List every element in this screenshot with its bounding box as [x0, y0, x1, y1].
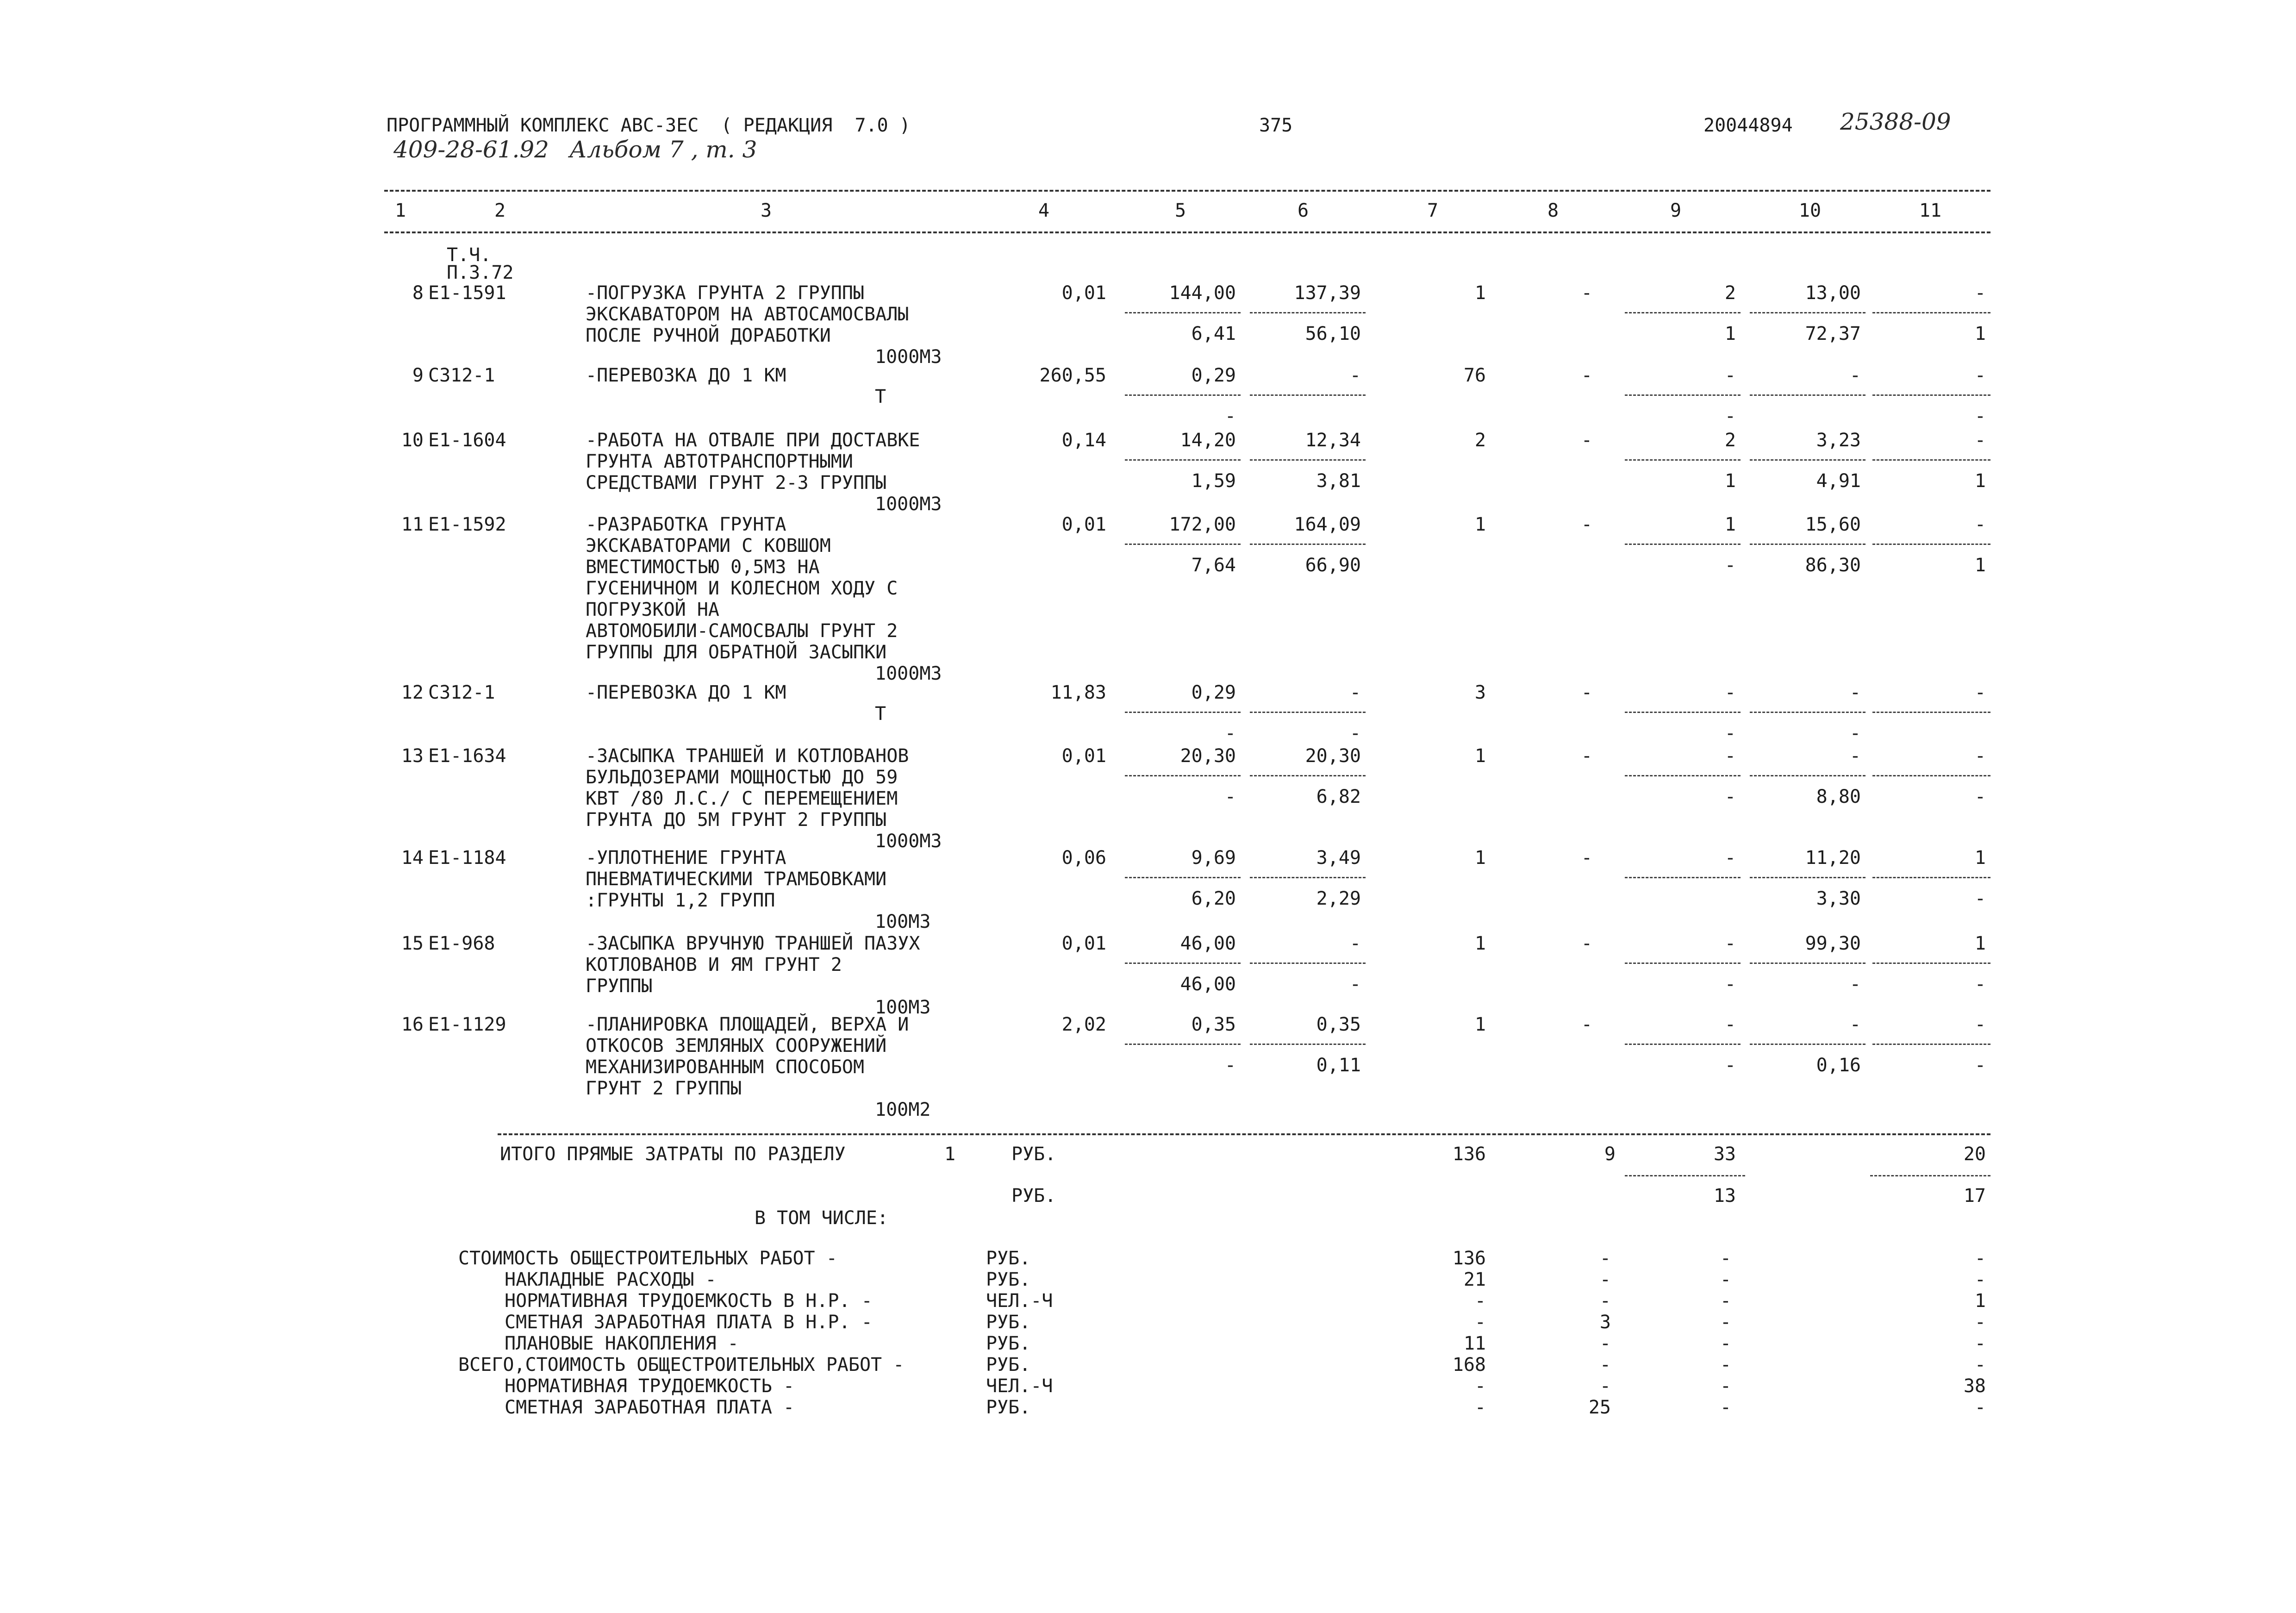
total-unit: РУБ.	[1011, 1144, 1056, 1165]
row-col10: -	[1849, 745, 1861, 767]
summary-col7: 136	[1452, 1248, 1486, 1269]
row-description-line: ОТКОСОВ ЗЕМЛЯНЫХ СООРУЖЕНИЙ	[586, 1035, 887, 1057]
row-col10: 15,60	[1805, 514, 1861, 535]
total-col11: 20	[1963, 1144, 1986, 1165]
summary-col8: -	[1599, 1354, 1611, 1375]
summary-col8: -	[1599, 1333, 1611, 1354]
row-description-line: ПОГРУЗКОЙ НА	[586, 599, 719, 620]
row-col6-bottom: 2,29	[1316, 888, 1361, 909]
summary-label: СТОИМОСТЬ ОБЩЕСТРОИТЕЛЬНЫХ РАБОТ -	[458, 1248, 837, 1269]
row-col10-bottom: 0,16	[1816, 1055, 1861, 1076]
row-col11-bottom: -	[1974, 974, 1986, 995]
row-col6: -	[1349, 682, 1361, 703]
total-section: 1	[944, 1144, 956, 1165]
summary-col11: -	[1974, 1354, 1986, 1375]
total-separator	[1625, 1175, 1745, 1176]
summary-unit: РУБ.	[986, 1354, 1031, 1375]
row-col5-bottom: 46,00	[1180, 974, 1236, 995]
row-col7: 1	[1474, 514, 1486, 535]
row-description-line: ГУСЕНИЧНОМ И КОЛЕСНОМ ХОДУ С	[586, 578, 898, 599]
row-col9-bottom: 1	[1724, 470, 1736, 492]
row-col9-bottom: -	[1724, 1055, 1736, 1076]
summary-label: НАКЛАДНЫЕ РАСХОДЫ -	[505, 1269, 717, 1290]
row-col6: 20,30	[1305, 745, 1361, 767]
column-number: 5	[1174, 200, 1186, 221]
row-col8: -	[1581, 847, 1592, 869]
value-separator	[1625, 877, 1741, 878]
row-col10-bottom: 4,91	[1816, 470, 1861, 492]
row-number: 9	[412, 365, 424, 386]
column-number: 7	[1427, 200, 1439, 221]
row-col10-bottom: 72,37	[1805, 323, 1861, 344]
row-description-line: -ПЕРЕВОЗКА ДО 1 КМ	[586, 365, 786, 386]
row-col9-bottom: -	[1724, 974, 1736, 995]
summary-col7: -	[1474, 1375, 1486, 1397]
value-separator	[1872, 459, 1990, 461]
row-col7: 1	[1474, 933, 1486, 954]
summary-col9: -	[1720, 1333, 1731, 1354]
total-col9: 33	[1713, 1144, 1736, 1165]
row-col10-bottom: -	[1849, 723, 1861, 744]
row-col5-bottom: -	[1224, 723, 1236, 744]
row-description-line: МЕХАНИЗИРОВАННЫМ СПОСОБОМ	[586, 1057, 865, 1078]
row-col5: 0,35	[1191, 1014, 1236, 1035]
handwritten-code: 25388-09	[1840, 108, 1951, 135]
row-col6: -	[1349, 365, 1361, 386]
value-separator	[1250, 1044, 1366, 1045]
row-col6-bottom: 0,11	[1316, 1055, 1361, 1076]
value-separator	[1750, 544, 1866, 545]
summary-col9: -	[1720, 1375, 1731, 1397]
row-col6: 3,49	[1316, 847, 1361, 869]
total-col7: 136	[1452, 1144, 1486, 1165]
total-separator	[1870, 1175, 1990, 1176]
row-col7: 2	[1474, 430, 1486, 451]
row-code: Е1-1604	[428, 430, 506, 451]
summary-unit: РУБ.	[986, 1312, 1031, 1333]
row-description-line: ЭКСКАВАТОРОМ НА АВТОСАМОСВАЛЫ	[586, 304, 909, 325]
row-description-line: -ПЕРЕВОЗКА ДО 1 КМ	[586, 682, 786, 703]
summary-unit: РУБ.	[986, 1248, 1031, 1269]
row-description-line: ГРУНТА АВТОТРАНСПОРТНЫМИ	[586, 451, 853, 472]
row-col9: -	[1724, 1014, 1736, 1035]
row-col9: 1	[1724, 514, 1736, 535]
summary-label: ПЛАНОВЫЕ НАКОПЛЕНИЯ -	[505, 1333, 739, 1354]
value-separator	[1125, 775, 1241, 776]
row-col6-bottom: 3,81	[1316, 470, 1361, 492]
value-separator	[1125, 963, 1241, 964]
summary-col7: -	[1474, 1290, 1486, 1312]
row-unit: 1000М3	[875, 831, 942, 852]
row-number: 16	[401, 1014, 424, 1035]
summary-col11: -	[1974, 1269, 1986, 1290]
row-col11: -	[1974, 745, 1986, 767]
column-number: 2	[494, 200, 506, 221]
row-col5: 9,69	[1191, 847, 1236, 869]
value-separator	[1625, 312, 1741, 313]
row-col10-bottom: 3,30	[1816, 888, 1861, 909]
value-separator	[1250, 775, 1366, 776]
summary-col11: 1	[1974, 1290, 1986, 1312]
handwritten-project: 409-28-61.92	[393, 136, 549, 163]
summary-label: СМЕТНАЯ ЗАРАБОТНАЯ ПЛАТА -	[505, 1397, 795, 1418]
row-description-line: ВМЕСТИМОСТЬЮ 0,5М3 НА	[586, 556, 820, 578]
header-rule-top	[384, 190, 1990, 192]
summary-col11: 38	[1963, 1375, 1986, 1397]
row-col9: -	[1724, 933, 1736, 954]
row-col8: -	[1581, 1014, 1592, 1035]
row-col6: 164,09	[1294, 514, 1361, 535]
summary-col8: -	[1599, 1248, 1611, 1269]
total-col8: 9	[1604, 1144, 1616, 1165]
summary-col7: -	[1474, 1397, 1486, 1418]
row-col5: 0,29	[1191, 682, 1236, 703]
value-separator	[1250, 544, 1366, 545]
row-unit: 100М2	[875, 1099, 931, 1120]
row-col9-bottom: -	[1724, 786, 1736, 807]
summary-label: СМЕТНАЯ ЗАРАБОТНАЯ ПЛАТА В Н.Р. -	[505, 1312, 873, 1333]
row-code: Е1-968	[428, 933, 495, 954]
row-col7: 1	[1474, 847, 1486, 869]
row-col6-bottom: -	[1349, 723, 1361, 744]
row-code: С312-1	[428, 682, 495, 703]
row-col5-bottom: -	[1224, 406, 1236, 427]
value-separator	[1125, 459, 1241, 461]
row-col11: -	[1974, 282, 1986, 304]
summary-col9: -	[1720, 1397, 1731, 1418]
summary-col11: -	[1974, 1312, 1986, 1333]
row-col5-bottom: 7,64	[1191, 555, 1236, 576]
row-col9: -	[1724, 365, 1736, 386]
value-separator	[1625, 459, 1741, 461]
row-description-line: ГРУНТА ДО 5М ГРУНТ 2 ГРУППЫ	[586, 809, 887, 831]
row-col7: 76	[1463, 365, 1486, 386]
including-label: В ТОМ ЧИСЛЕ:	[755, 1207, 888, 1229]
row-number: 15	[401, 933, 424, 954]
row-description-line: -ПЛАНИРОВКА ПЛОЩАДЕЙ, ВЕРХА И	[586, 1014, 909, 1035]
row-col8: -	[1581, 430, 1592, 451]
row-description-line: -ПОГРУЗКА ГРУНТА 2 ГРУППЫ	[586, 282, 865, 304]
row-col10: 13,00	[1805, 282, 1861, 304]
row-quantity: 11,83	[1050, 682, 1106, 703]
row-col11: -	[1974, 365, 1986, 386]
row-description-line: -ЗАСЫПКА ТРАНШЕЙ И КОТЛОВАНОВ	[586, 745, 909, 767]
row-col9: -	[1724, 847, 1736, 869]
value-separator	[1250, 963, 1366, 964]
row-col8: -	[1581, 365, 1592, 386]
row-col9-bottom: 1	[1724, 323, 1736, 344]
value-separator	[1872, 877, 1990, 878]
value-separator	[1625, 775, 1741, 776]
value-separator	[1250, 877, 1366, 878]
row-quantity: 0,01	[1061, 745, 1106, 767]
row-col10-bottom: 8,80	[1816, 786, 1861, 807]
row-col6: 137,39	[1294, 282, 1361, 304]
summary-col7: 21	[1463, 1269, 1486, 1290]
column-number: 10	[1798, 200, 1822, 221]
row-col8: -	[1581, 514, 1592, 535]
summary-col7: 11	[1463, 1333, 1486, 1354]
row-description-line: ГРУНТ 2 ГРУППЫ	[586, 1078, 742, 1099]
value-separator	[1625, 963, 1741, 964]
value-separator	[1750, 459, 1866, 461]
row-col9: 2	[1724, 282, 1736, 304]
summary-col9: -	[1720, 1290, 1731, 1312]
row-col6-bottom: 6,82	[1316, 786, 1361, 807]
row-col10: 3,23	[1816, 430, 1861, 451]
row-col6-bottom: 66,90	[1305, 555, 1361, 576]
row-col5-bottom: 1,59	[1191, 470, 1236, 492]
value-separator	[1125, 544, 1241, 545]
row-col10: -	[1849, 365, 1861, 386]
row-number: 8	[412, 282, 424, 304]
summary-unit: ЧЕЛ.-Ч	[986, 1290, 1053, 1312]
row-col5-bottom: 6,20	[1191, 888, 1236, 909]
row-description-line: ГРУППЫ ДЛЯ ОБРАТНОЙ ЗАСЫПКИ	[586, 642, 887, 663]
summary-col9: -	[1720, 1354, 1731, 1375]
column-number: 6	[1297, 200, 1309, 221]
row-unit: 1000М3	[875, 346, 942, 368]
row-col10: 99,30	[1805, 933, 1861, 954]
row-description-line: АВТОМОБИЛИ-САМОСВАЛЫ ГРУНТ 2	[586, 620, 898, 642]
row-col10-bottom: 86,30	[1805, 555, 1861, 576]
summary-label: НОРМАТИВНАЯ ТРУДОЕМКОСТЬ -	[505, 1375, 795, 1397]
row-description-line: КОТЛОВАНОВ И ЯМ ГРУНТ 2	[586, 954, 842, 975]
value-separator	[1125, 877, 1241, 878]
row-col10: -	[1849, 1014, 1861, 1035]
row-description-line: ГРУППЫ	[586, 975, 653, 997]
row-col9: -	[1724, 682, 1736, 703]
value-separator	[1750, 394, 1866, 396]
row-col11-bottom: -	[1974, 786, 1986, 807]
column-number: 11	[1919, 200, 1942, 221]
value-separator	[1625, 544, 1741, 545]
section-note: Т.Ч.	[447, 244, 492, 266]
row-col6-bottom: -	[1349, 974, 1361, 995]
row-col7: 1	[1474, 282, 1486, 304]
row-col8: -	[1581, 282, 1592, 304]
row-col6-bottom: 56,10	[1305, 323, 1361, 344]
row-col11-bottom: 1	[1974, 323, 1986, 344]
document-code: 20044894	[1703, 115, 1793, 136]
summary-col8: -	[1599, 1290, 1611, 1312]
row-col11: -	[1974, 682, 1986, 703]
value-separator	[1750, 963, 1866, 964]
row-quantity: 0,14	[1061, 430, 1106, 451]
row-code: С312-1	[428, 365, 495, 386]
row-col11-bottom: -	[1974, 1055, 1986, 1076]
summary-col8: -	[1599, 1269, 1611, 1290]
value-separator	[1872, 1044, 1990, 1045]
row-quantity: 0,06	[1061, 847, 1106, 869]
row-number: 10	[401, 430, 424, 451]
value-separator	[1625, 712, 1741, 713]
value-separator	[1750, 712, 1866, 713]
row-col11-bottom: -	[1974, 888, 1986, 909]
row-description-line: -РАБОТА НА ОТВАЛЕ ПРИ ДОСТАВКЕ	[586, 430, 920, 451]
row-col11: 1	[1974, 847, 1986, 869]
column-number: 1	[394, 200, 406, 221]
total-rule	[498, 1133, 1990, 1135]
value-separator	[1750, 775, 1866, 776]
value-separator	[1250, 312, 1366, 313]
value-separator	[1872, 712, 1990, 713]
row-col5: 20,30	[1180, 745, 1236, 767]
summary-label: НОРМАТИВНАЯ ТРУДОЕМКОСТЬ В Н.Р. -	[505, 1290, 873, 1312]
total-col9-bottom: 13	[1713, 1185, 1736, 1207]
row-unit: 100М3	[875, 911, 931, 932]
summary-col9: -	[1720, 1312, 1731, 1333]
row-description-line: -ЗАСЫПКА ВРУЧНУЮ ТРАНШЕЙ ПАЗУХ	[586, 933, 920, 954]
row-col9-bottom: -	[1724, 406, 1736, 427]
row-code: Е1-1184	[428, 847, 506, 869]
summary-unit: РУБ.	[986, 1269, 1031, 1290]
row-quantity: 0,01	[1061, 282, 1106, 304]
row-col11: -	[1974, 430, 1986, 451]
row-col5-bottom: -	[1224, 1055, 1236, 1076]
row-col5: 14,20	[1180, 430, 1236, 451]
value-separator	[1250, 394, 1366, 396]
row-col8: -	[1581, 933, 1592, 954]
row-col6: 0,35	[1316, 1014, 1361, 1035]
row-unit: 1000М3	[875, 663, 942, 684]
total-unit: РУБ.	[1011, 1185, 1056, 1207]
row-description-line: КВТ /80 Л.С./ С ПЕРЕМЕЩЕНИЕМ	[586, 788, 898, 809]
row-col8: -	[1581, 682, 1592, 703]
value-separator	[1125, 712, 1241, 713]
value-separator	[1250, 712, 1366, 713]
page-number: 375	[1259, 115, 1293, 136]
summary-unit: РУБ.	[986, 1397, 1031, 1418]
row-quantity: 0,01	[1061, 933, 1106, 954]
value-separator	[1125, 394, 1241, 396]
summary-col7: 168	[1452, 1354, 1486, 1375]
summary-col11: -	[1974, 1248, 1986, 1269]
value-separator	[1750, 877, 1866, 878]
row-col6: -	[1349, 933, 1361, 954]
row-col7: 1	[1474, 745, 1486, 767]
row-unit: Т	[875, 703, 886, 725]
row-col9-bottom: -	[1724, 723, 1736, 744]
summary-col7: -	[1474, 1312, 1486, 1333]
column-number: 8	[1547, 200, 1559, 221]
row-col9: 2	[1724, 430, 1736, 451]
summary-col9: -	[1720, 1269, 1731, 1290]
row-unit: 100М3	[875, 997, 931, 1018]
row-description-line: :ГРУНТЫ 1,2 ГРУПП	[586, 890, 775, 911]
row-col5: 0,29	[1191, 365, 1236, 386]
row-col5: 172,00	[1169, 514, 1236, 535]
value-separator	[1872, 544, 1990, 545]
row-description-line: -УПЛОТНЕНИЕ ГРУНТА	[586, 847, 786, 869]
value-separator	[1625, 394, 1741, 396]
row-code: Е1-1592	[428, 514, 506, 535]
row-col11: -	[1974, 514, 1986, 535]
row-quantity: 0,01	[1061, 514, 1106, 535]
header-rule-bottom	[384, 231, 1990, 233]
row-quantity: 260,55	[1039, 365, 1106, 386]
row-col11: -	[1974, 1014, 1986, 1035]
summary-col9: -	[1720, 1248, 1731, 1269]
row-col5-bottom: -	[1224, 786, 1236, 807]
value-separator	[1872, 394, 1990, 396]
value-separator	[1750, 1044, 1866, 1045]
value-separator	[1125, 312, 1241, 313]
summary-unit: ЧЕЛ.-Ч	[986, 1375, 1053, 1397]
row-number: 14	[401, 847, 424, 869]
total-col11-bottom: 17	[1963, 1185, 1986, 1207]
row-col6: 12,34	[1305, 430, 1361, 451]
row-unit: Т	[875, 386, 886, 407]
row-col10: 11,20	[1805, 847, 1861, 869]
row-description-line: -РАЗРАБОТКА ГРУНТА	[586, 514, 786, 535]
row-col5: 46,00	[1180, 933, 1236, 954]
column-number: 4	[1038, 200, 1050, 221]
row-col8: -	[1581, 745, 1592, 767]
row-code: Е1-1129	[428, 1014, 506, 1035]
row-description-line: БУЛЬДОЗЕРАМИ МОЩНОСТЬЮ ДО 59	[586, 767, 898, 788]
value-separator	[1750, 312, 1866, 313]
row-col7: 1	[1474, 1014, 1486, 1035]
summary-col8: -	[1599, 1375, 1611, 1397]
summary-col8: 25	[1588, 1397, 1611, 1418]
summary-col8: 3	[1599, 1312, 1611, 1333]
row-description-line: ЭКСКАВАТОРАМИ С КОВШОМ	[586, 535, 831, 556]
column-number: 9	[1670, 200, 1682, 221]
row-col11-bottom: -	[1974, 406, 1986, 427]
column-number: 3	[760, 200, 772, 221]
row-col11: 1	[1974, 933, 1986, 954]
row-quantity: 2,02	[1061, 1014, 1106, 1035]
row-unit: 1000М3	[875, 494, 942, 515]
program-title: ПРОГРАММНЫЙ КОМПЛЕКС АВС-3ЕС ( РЕДАКЦИЯ 7.0 )	[387, 115, 911, 136]
row-col9-bottom: -	[1724, 555, 1736, 576]
summary-label: ВСЕГО,СТОИМОСТЬ ОБЩЕСТРОИТЕЛЬНЫХ РАБОТ -	[458, 1354, 905, 1375]
summary-col11: -	[1974, 1397, 1986, 1418]
row-number: 13	[401, 745, 424, 767]
row-code: Е1-1634	[428, 745, 506, 767]
row-col7: 3	[1474, 682, 1486, 703]
handwritten-album: Альбом 7 , т. 3	[569, 136, 757, 163]
row-description-line: ПНЕВМАТИЧЕСКИМИ ТРАМБОВКАМИ	[586, 869, 887, 890]
row-col9: -	[1724, 745, 1736, 767]
row-col11-bottom: 1	[1974, 470, 1986, 492]
row-description-line: СРЕДСТВАМИ ГРУНТ 2-3 ГРУППЫ	[586, 472, 887, 494]
row-col10: -	[1849, 682, 1861, 703]
row-description-line: ПОСЛЕ РУЧНОЙ ДОРАБОТКИ	[586, 325, 831, 346]
row-number: 11	[401, 514, 424, 535]
value-separator	[1872, 775, 1990, 776]
summary-unit: РУБ.	[986, 1333, 1031, 1354]
value-separator	[1872, 963, 1990, 964]
value-separator	[1872, 312, 1990, 313]
row-col5-bottom: 6,41	[1191, 323, 1236, 344]
section-note: П.3.72	[447, 262, 514, 283]
row-col11-bottom: 1	[1974, 555, 1986, 576]
row-col10-bottom: -	[1849, 974, 1861, 995]
row-code: Е1-1591	[428, 282, 506, 304]
row-number: 12	[401, 682, 424, 703]
value-separator	[1250, 459, 1366, 461]
total-label: ИТОГО ПРЯМЫЕ ЗАТРАТЫ ПО РАЗДЕЛУ	[500, 1144, 846, 1165]
summary-col11: -	[1974, 1333, 1986, 1354]
value-separator	[1625, 1044, 1741, 1045]
value-separator	[1125, 1044, 1241, 1045]
row-col5: 144,00	[1169, 282, 1236, 304]
